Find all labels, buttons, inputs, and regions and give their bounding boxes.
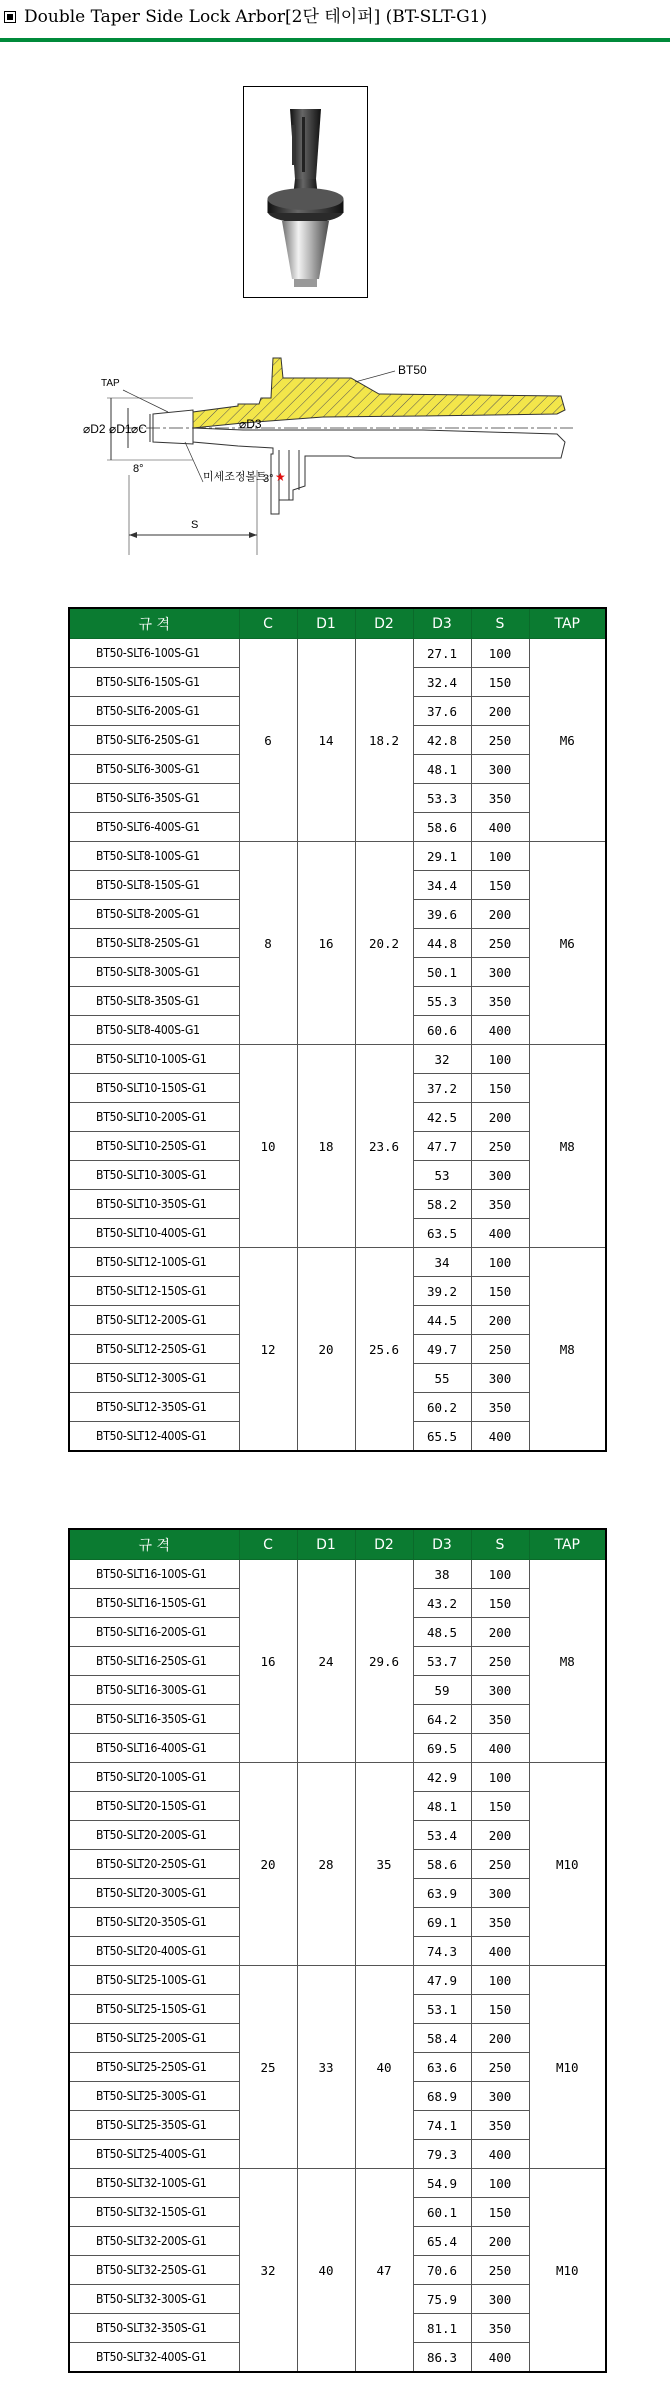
spec-cell: BT50-SLT32-100S-G1 [69,2169,239,2198]
spec-table-body [69,639,606,1452]
d3-cell: 48.5 [413,1618,471,1647]
tap-cell: M10 [529,1763,606,1966]
tap-cell: M8 [529,1045,606,1248]
s-cell: 300 [471,1676,529,1705]
d3-cell: 42.8 [413,726,471,755]
spec-cell: BT50-SLT16-400S-G1 [69,1734,239,1763]
s-cell: 400 [471,1422,529,1452]
c-cell: 25 [239,1966,297,2169]
d2-cell: 29.6 [355,1560,413,1763]
d3-cell: 53.7 [413,1647,471,1676]
s-cell: 150 [471,2198,529,2227]
spec-cell: BT50-SLT25-200S-G1 [69,2024,239,2053]
table-row [69,2169,606,2198]
s-cell: 300 [471,2082,529,2111]
spec-cell: BT50-SLT16-100S-G1 [69,1560,239,1589]
s-cell: 100 [471,1560,529,1589]
spec-cell: BT50-SLT25-350S-G1 [69,2111,239,2140]
d3-cell: 59 [413,1676,471,1705]
s-cell: 200 [471,2227,529,2256]
d3-cell: 53.4 [413,1821,471,1850]
c-cell: 12 [239,1248,297,1452]
s-cell: 300 [471,2285,529,2314]
spec-cell: BT50-SLT8-200S-G1 [69,900,239,929]
d2-cell: 23.6 [355,1045,413,1248]
s-cell: 400 [471,1734,529,1763]
c-cell: 10 [239,1045,297,1248]
tap-cell: M6 [529,639,606,842]
s-cell: 200 [471,1306,529,1335]
d2-label: ⌀D2 [83,422,106,436]
d3-cell: 58.6 [413,1850,471,1879]
d1-label: ⌀D1 [109,422,132,436]
s-cell: 100 [471,2169,529,2198]
d3-cell: 53 [413,1161,471,1190]
d3-cell: 79.3 [413,2140,471,2169]
c-cell: 20 [239,1763,297,1966]
d3-cell: 63.9 [413,1879,471,1908]
s-cell: 250 [471,726,529,755]
d3-cell: 38 [413,1560,471,1589]
d3-cell: 55.3 [413,987,471,1016]
d3-cell: 86.3 [413,2343,471,2373]
spec-table-1 [68,607,607,1452]
s-cell: 350 [471,987,529,1016]
d2-cell: 47 [355,2169,413,2373]
column-header: D3 [413,608,471,639]
table-row [69,1560,606,1589]
d3-cell: 63.6 [413,2053,471,2082]
spec-cell: BT50-SLT10-350S-G1 [69,1190,239,1219]
s-cell: 200 [471,1103,529,1132]
column-header: D2 [355,608,413,639]
spec-cell: BT50-SLT25-400S-G1 [69,2140,239,2169]
s-cell: 350 [471,1190,529,1219]
d1-cell: 28 [297,1763,355,1966]
s-cell: 350 [471,1908,529,1937]
s-cell: 200 [471,1821,529,1850]
spec-cell: BT50-SLT16-250S-G1 [69,1647,239,1676]
s-cell: 300 [471,958,529,987]
d3-cell: 58.6 [413,813,471,842]
d2-cell: 25.6 [355,1248,413,1452]
spec-cell: BT50-SLT12-350S-G1 [69,1393,239,1422]
spec-cell: BT50-SLT6-200S-G1 [69,697,239,726]
d3-cell: 32.4 [413,668,471,697]
d3-cell: 60.1 [413,2198,471,2227]
spec-cell: BT50-SLT20-150S-G1 [69,1792,239,1821]
d3-cell: 39.6 [413,900,471,929]
d1-cell: 33 [297,1966,355,2169]
spec-cell: BT50-SLT6-150S-G1 [69,668,239,697]
s-cell: 100 [471,1045,529,1074]
column-header: S [471,1529,529,1560]
s-cell: 100 [471,842,529,871]
spec-cell: BT50-SLT16-300S-G1 [69,1676,239,1705]
s-cell: 250 [471,1132,529,1161]
d3-cell: 63.5 [413,1219,471,1248]
d3-cell: 60.6 [413,1016,471,1045]
column-header: S [471,608,529,639]
d2-cell: 20.2 [355,842,413,1045]
d3-cell: 65.4 [413,2227,471,2256]
c-cell: 6 [239,639,297,842]
tap-cell: M8 [529,1248,606,1452]
spec-cell: BT50-SLT10-250S-G1 [69,1132,239,1161]
spec-table-2 [68,1528,607,2373]
d3-cell: 55 [413,1364,471,1393]
d3-cell: 42.5 [413,1103,471,1132]
spec-cell: BT50-SLT6-100S-G1 [69,639,239,668]
s-cell: 350 [471,1393,529,1422]
d3-cell: 58.4 [413,2024,471,2053]
spec-cell: BT50-SLT32-250S-G1 [69,2256,239,2285]
d3-cell: 47.7 [413,1132,471,1161]
spec-cell: BT50-SLT32-200S-G1 [69,2227,239,2256]
s-cell: 300 [471,1364,529,1393]
spec-cell: BT50-SLT12-100S-G1 [69,1248,239,1277]
table-header-row [69,1529,606,1560]
arbor-photo-illustration [244,87,367,297]
d3-cell: 49.7 [413,1335,471,1364]
spec-cell: BT50-SLT10-400S-G1 [69,1219,239,1248]
tap-label: TAP [101,378,120,389]
bt50-label: BT50 [398,363,427,377]
spec-cell: BT50-SLT16-350S-G1 [69,1705,239,1734]
spec-cell: BT50-SLT10-100S-G1 [69,1045,239,1074]
s-cell: 200 [471,2024,529,2053]
spec-cell: BT50-SLT10-150S-G1 [69,1074,239,1103]
s-cell: 150 [471,1995,529,2024]
tap-cell: M10 [529,2169,606,2373]
d3-cell: 69.1 [413,1908,471,1937]
spec-cell: BT50-SLT20-400S-G1 [69,1937,239,1966]
table-header-row [69,608,606,639]
d3-cell: 65.5 [413,1422,471,1452]
column-header: 규 격 [69,1529,239,1560]
angle-3-label: 3° [263,473,274,485]
d1-cell: 20 [297,1248,355,1452]
d3-cell: 43.2 [413,1589,471,1618]
spec-cell: BT50-SLT10-200S-G1 [69,1103,239,1132]
c-label: ⌀C [131,422,147,436]
s-cell: 400 [471,1937,529,1966]
spec-cell: BT50-SLT16-150S-G1 [69,1589,239,1618]
spec-cell: BT50-SLT8-100S-G1 [69,842,239,871]
column-header: D3 [413,1529,471,1560]
dimension-drawing-svg [83,330,583,555]
spec-cell: BT50-SLT12-250S-G1 [69,1335,239,1364]
spec-cell: BT50-SLT20-300S-G1 [69,1879,239,1908]
spec-cell: BT50-SLT32-400S-G1 [69,2343,239,2373]
spec-cell: BT50-SLT8-150S-G1 [69,871,239,900]
s-cell: 250 [471,2053,529,2082]
c-cell: 8 [239,842,297,1045]
technical-drawing [83,330,583,555]
spec-cell: BT50-SLT32-350S-G1 [69,2314,239,2343]
d3-cell: 44.8 [413,929,471,958]
s-cell: 100 [471,1248,529,1277]
s-cell: 150 [471,1277,529,1306]
s-cell: 300 [471,1879,529,1908]
spec-cell: BT50-SLT20-200S-G1 [69,1821,239,1850]
d3-cell: 47.9 [413,1966,471,1995]
spec-cell: BT50-SLT32-300S-G1 [69,2285,239,2314]
d3-cell: 69.5 [413,1734,471,1763]
d3-cell: 32 [413,1045,471,1074]
d3-cell: 74.1 [413,2111,471,2140]
table-row [69,1045,606,1074]
page-title [4,6,487,28]
spec-cell: BT50-SLT6-350S-G1 [69,784,239,813]
s-cell: 250 [471,929,529,958]
red-star-icon: ★ [275,470,286,484]
d3-cell: 54.9 [413,2169,471,2198]
tap-cell: M6 [529,842,606,1045]
column-header: D2 [355,1529,413,1560]
d1-cell: 14 [297,639,355,842]
s-cell: 150 [471,668,529,697]
s-cell: 400 [471,1219,529,1248]
d3-cell: 64.2 [413,1705,471,1734]
s-label: S [191,519,199,531]
s-cell: 250 [471,1850,529,1879]
spec-cell: BT50-SLT12-150S-G1 [69,1277,239,1306]
product-photo [243,86,368,298]
spec-cell: BT50-SLT6-300S-G1 [69,755,239,784]
column-header: TAP [529,1529,606,1560]
s-cell: 150 [471,871,529,900]
d3-cell: 48.1 [413,1792,471,1821]
title-divider [0,38,670,42]
column-header: D1 [297,608,355,639]
s-cell: 350 [471,1705,529,1734]
spec-cell: BT50-SLT12-400S-G1 [69,1422,239,1452]
d3-cell: 37.2 [413,1074,471,1103]
c-cell: 32 [239,2169,297,2373]
table-row [69,1763,606,1792]
square-bullet-icon [4,11,16,23]
s-cell: 300 [471,1161,529,1190]
angle-8-label: 8° [133,463,144,475]
s-cell: 250 [471,1335,529,1364]
s-cell: 200 [471,697,529,726]
spec-cell: BT50-SLT25-100S-G1 [69,1966,239,1995]
d1-cell: 24 [297,1560,355,1763]
s-cell: 400 [471,1016,529,1045]
d1-cell: 18 [297,1045,355,1248]
s-cell: 300 [471,755,529,784]
c-cell: 16 [239,1560,297,1763]
spec-cell: BT50-SLT20-100S-G1 [69,1763,239,1792]
d3-cell: 44.5 [413,1306,471,1335]
d3-cell: 37.6 [413,697,471,726]
adjust-bolt-label: 미세조정볼트 [203,470,267,483]
d3-cell: 42.9 [413,1763,471,1792]
s-cell: 200 [471,1618,529,1647]
spec-cell: BT50-SLT25-300S-G1 [69,2082,239,2111]
s-cell: 350 [471,784,529,813]
d1-cell: 40 [297,2169,355,2373]
d3-cell: 68.9 [413,2082,471,2111]
d3-cell: 81.1 [413,2314,471,2343]
d3-cell: 74.3 [413,1937,471,1966]
s-cell: 400 [471,813,529,842]
s-cell: 400 [471,2343,529,2373]
spec-cell: BT50-SLT12-200S-G1 [69,1306,239,1335]
table-row [69,1966,606,1995]
table-row [69,842,606,871]
d3-cell: 53.1 [413,1995,471,2024]
d3-cell: 58.2 [413,1190,471,1219]
d2-cell: 40 [355,1966,413,2169]
d3-cell: 34.4 [413,871,471,900]
spec-cell: BT50-SLT10-300S-G1 [69,1161,239,1190]
s-cell: 200 [471,900,529,929]
spec-cell: BT50-SLT8-250S-G1 [69,929,239,958]
table-row [69,1248,606,1277]
spec-cell: BT50-SLT6-250S-G1 [69,726,239,755]
s-cell: 150 [471,1589,529,1618]
d3-cell: 50.1 [413,958,471,987]
s-cell: 100 [471,639,529,668]
d3-cell: 34 [413,1248,471,1277]
column-header: C [239,608,297,639]
d3-cell: 75.9 [413,2285,471,2314]
table-row [69,639,606,668]
spec-cell: BT50-SLT12-300S-G1 [69,1364,239,1393]
spec-cell: BT50-SLT8-350S-G1 [69,987,239,1016]
s-cell: 100 [471,1763,529,1792]
s-cell: 150 [471,1792,529,1821]
d3-cell: 39.2 [413,1277,471,1306]
s-cell: 350 [471,2111,529,2140]
spec-cell: BT50-SLT16-200S-G1 [69,1618,239,1647]
s-cell: 400 [471,2140,529,2169]
tap-cell: M10 [529,1966,606,2169]
column-header: C [239,1529,297,1560]
spec-cell: BT50-SLT32-150S-G1 [69,2198,239,2227]
d3-cell: 53.3 [413,784,471,813]
d3-cell: 27.1 [413,639,471,668]
d3-cell: 60.2 [413,1393,471,1422]
column-header: D1 [297,1529,355,1560]
s-cell: 100 [471,1966,529,1995]
spec-cell: BT50-SLT25-250S-G1 [69,2053,239,2082]
spec-cell: BT50-SLT8-300S-G1 [69,958,239,987]
s-cell: 350 [471,2314,529,2343]
d3-cell: 29.1 [413,842,471,871]
d3-cell: 70.6 [413,2256,471,2285]
page-title-text: Double Taper Side Lock Arbor[2단 테이퍼] (BT-SLT-G1) [24,7,488,27]
s-cell: 250 [471,1647,529,1676]
spec-cell: BT50-SLT20-350S-G1 [69,1908,239,1937]
d3-cell: 48.1 [413,755,471,784]
spec-cell: BT50-SLT6-400S-G1 [69,813,239,842]
spec-cell: BT50-SLT8-400S-G1 [69,1016,239,1045]
column-header: TAP [529,608,606,639]
spec-cell: BT50-SLT20-250S-G1 [69,1850,239,1879]
tap-cell: M8 [529,1560,606,1763]
d2-cell: 35 [355,1763,413,1966]
d2-cell: 18.2 [355,639,413,842]
spec-table-body [69,1560,606,2373]
column-header: 규 격 [69,608,239,639]
s-cell: 150 [471,1074,529,1103]
spec-cell: BT50-SLT25-150S-G1 [69,1995,239,2024]
d1-cell: 16 [297,842,355,1045]
d3-label: ⌀D3 [239,417,262,431]
s-cell: 250 [471,2256,529,2285]
